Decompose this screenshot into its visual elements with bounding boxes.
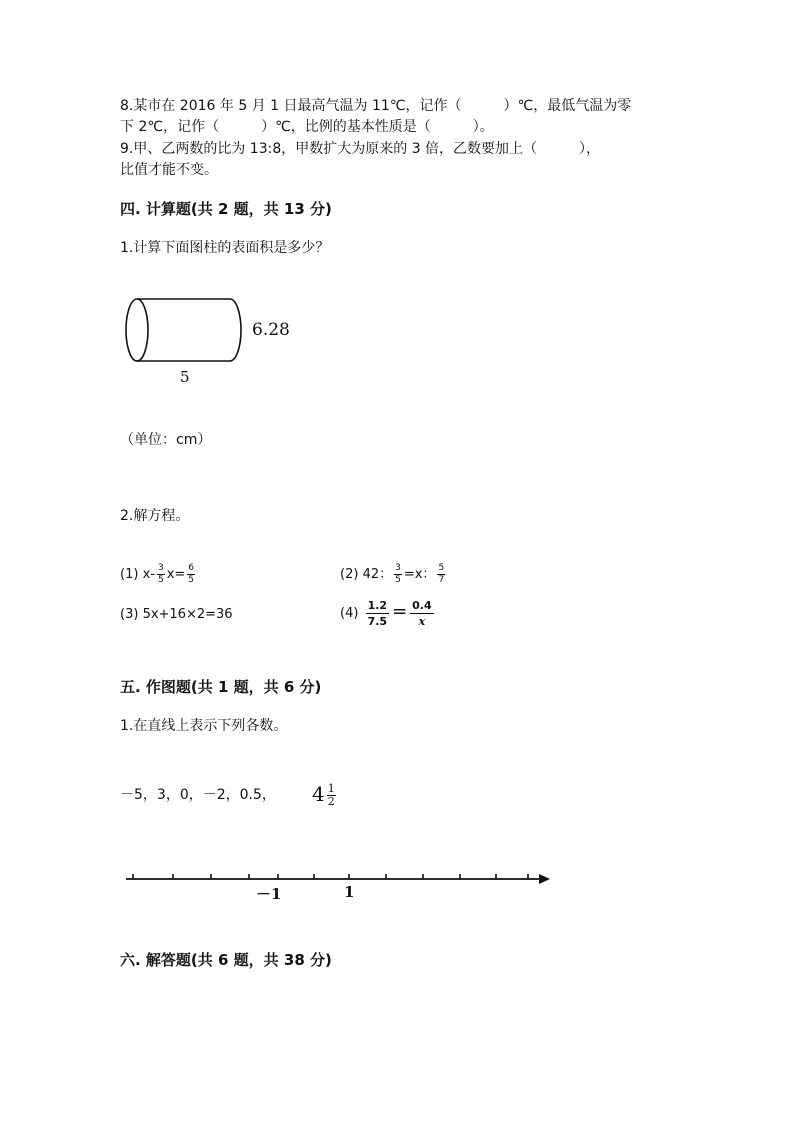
equation-4: (4) $\frac{1.2}{7.5}$ = $\frac{0.4}{x}$ (340, 599, 432, 628)
q8-line1: 8.某市在 2016 年 5 月 1 日最高气温为 11℃，记作（ ）℃，最低气温为零 (120, 98, 632, 114)
tick-label-pos1: 1 (344, 883, 355, 901)
section5-title: 五. 作图题(共 1 题，共 6 分) (120, 678, 322, 696)
cylinder-right-arc (230, 299, 241, 361)
equation-3: (3) 5x+16×2=36 (120, 607, 233, 622)
cylinder-figure (120, 294, 320, 374)
cylinder-length-label: 5 (180, 368, 190, 386)
s4-q2-text: 2.解方程。 (120, 508, 190, 524)
q8-line2: 下 2℃，记作（ ）℃，比例的基本性质是（ ）。 (120, 119, 494, 135)
s4-q1-text: 1.计算下面图柱的表面积是多少？ (120, 240, 330, 256)
s5-q1-text: 1.在直线上表示下列各数。 (120, 718, 288, 734)
q9-line1: 9.甲、乙两数的比为 13:8，甲数扩大为原来的 3 倍，乙数要加上（ ）， (120, 141, 601, 157)
tick-label-neg1: －1 (256, 885, 282, 903)
number-line (120, 866, 560, 896)
mixed-number: 4 $\frac{1}{2}$ (312, 782, 335, 808)
cylinder-height-label: 6.28 (252, 320, 290, 340)
equation-2: (2) 42： $\frac{3}{5}$ =x： $\frac{5}{7}$ (340, 563, 445, 585)
section4-title: 四. 计算题(共 2 题，共 13 分) (120, 200, 332, 218)
number-line-arrow (539, 874, 550, 884)
section6-title: 六. 解答题(共 6 题，共 38 分) (120, 951, 332, 969)
cylinder-left-face (126, 299, 148, 361)
equation-1: (1) x- $\frac{3}{5}$ x= $\frac{6}{5}$ (120, 563, 195, 585)
unit-label: （单位：cm） (120, 432, 212, 448)
numbers-list: －5，3，0，－2，0.5， (120, 787, 276, 803)
q9-line2: 比值才能不变。 (120, 162, 218, 178)
